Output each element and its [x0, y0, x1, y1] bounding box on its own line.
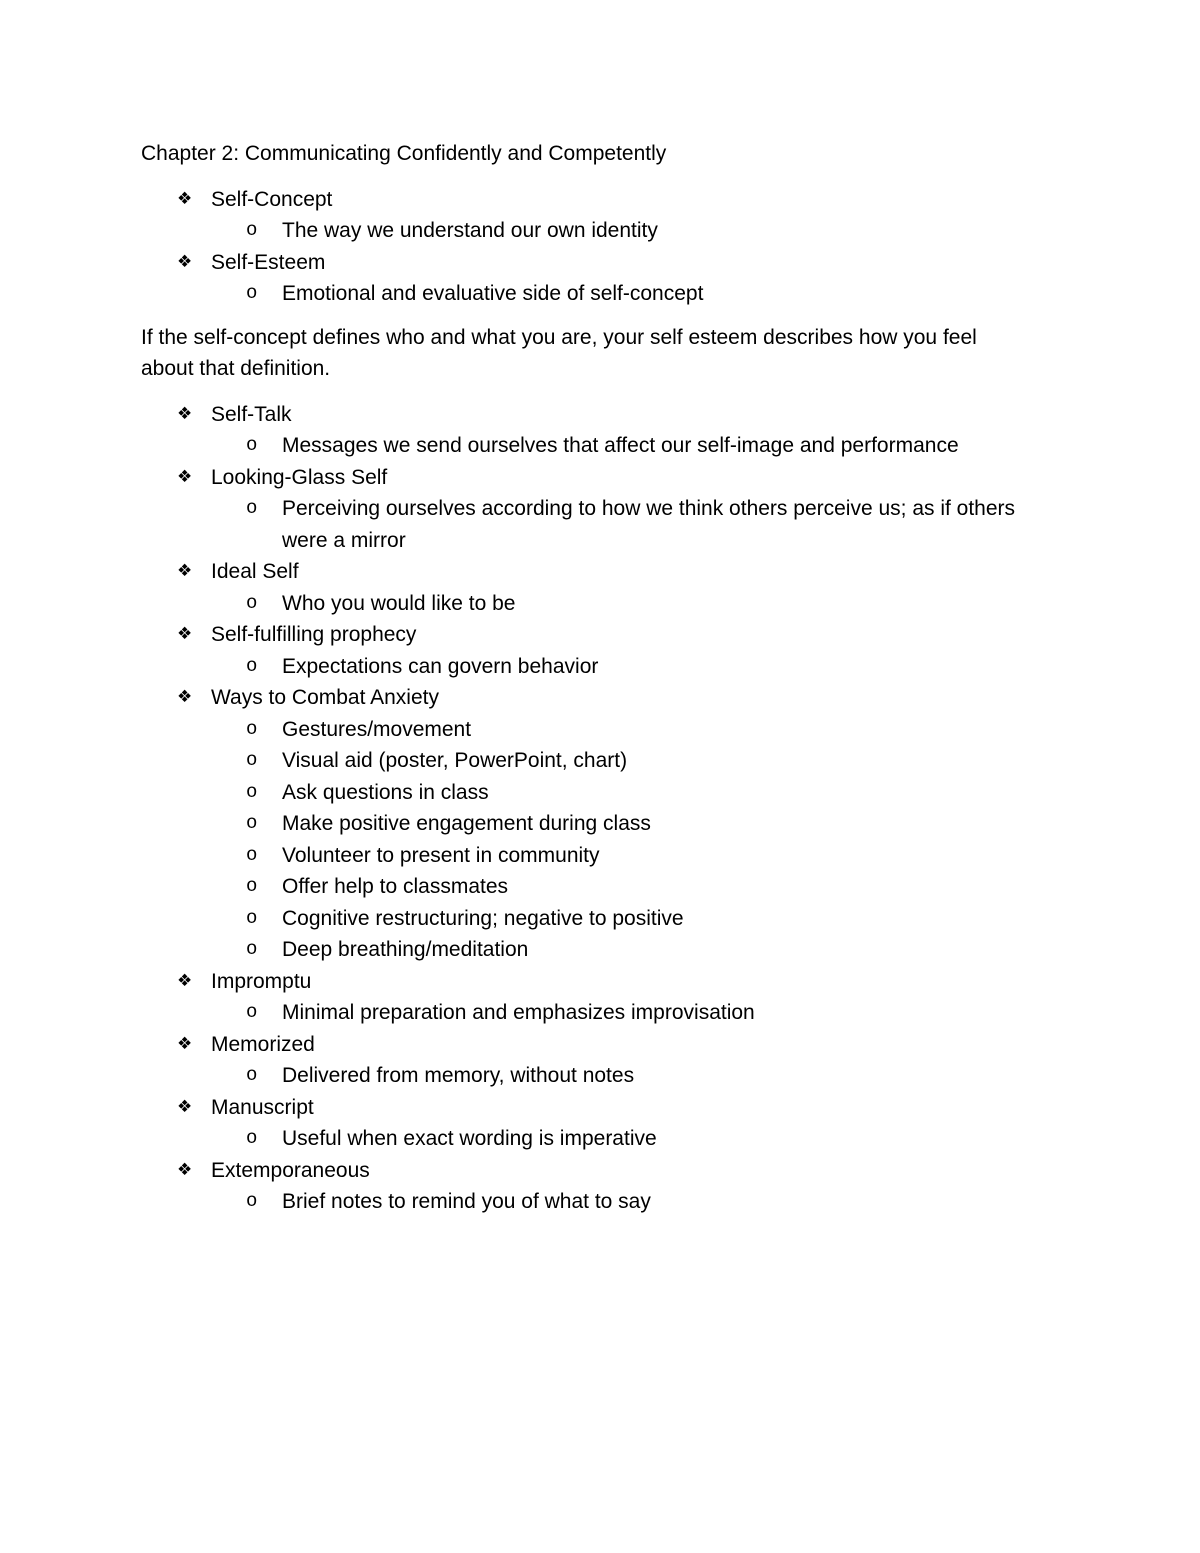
- circle-bullet-icon: o: [246, 906, 258, 929]
- diamond-bullet-icon: ❖: [177, 1159, 193, 1180]
- term-definitions: [211, 215, 1041, 247]
- document-content: [141, 138, 1041, 1218]
- circle-bullet-icon: o: [246, 812, 258, 834]
- diamond-bullet-icon: ❖: [177, 403, 193, 424]
- term-definitions: [211, 430, 1041, 462]
- definition-text: Offer help to classmates: [282, 875, 509, 898]
- term-definitions: [211, 714, 1041, 966]
- term-label: Looking-Glass Self: [211, 465, 388, 489]
- diamond-bullet-icon: ❖: [177, 687, 193, 707]
- circle-bullet-icon: o: [246, 843, 258, 866]
- definition-text: The way we understand our own identity: [282, 219, 658, 242]
- term-item: [141, 1092, 1041, 1155]
- term-label: Extemporaneous: [211, 1158, 370, 1182]
- definition-item: [211, 215, 1042, 247]
- term-item: [141, 247, 1041, 310]
- definition-item: [211, 1123, 1042, 1155]
- definition-item: [211, 808, 1042, 840]
- term-label: Memorized: [211, 1032, 315, 1056]
- term-label: Ideal Self: [211, 560, 299, 583]
- term-definitions: [211, 493, 1041, 556]
- definition-text: Who you would like to be: [282, 591, 516, 615]
- definition-item: [211, 1060, 1042, 1092]
- circle-bullet-icon: o: [246, 591, 258, 614]
- term-definitions: [211, 997, 1041, 1029]
- circle-bullet-icon: o: [246, 1001, 258, 1023]
- definition-item: [211, 588, 1042, 620]
- term-definitions: [211, 1186, 1041, 1218]
- diamond-bullet-icon: ❖: [177, 561, 193, 581]
- definition-text: Volunteer to present in community: [282, 843, 600, 867]
- diamond-bullet-icon: ❖: [177, 466, 193, 487]
- definition-item: [211, 651, 1042, 683]
- circle-bullet-icon: o: [246, 219, 258, 241]
- circle-bullet-icon: o: [246, 497, 258, 519]
- definition-text: Gestures/movement: [282, 717, 472, 741]
- definition-item: [211, 1186, 1042, 1218]
- term-item: [141, 966, 1041, 1029]
- circle-bullet-icon: o: [246, 282, 258, 304]
- definition-text: Emotional and evaluative side of self-concept: [282, 282, 704, 305]
- definition-text: Perceiving ourselves according to how we think others perceive us; as if others were a mirror: [282, 497, 1016, 552]
- definition-text: Messages we send ourselves that affect our self-image and performance: [282, 434, 959, 457]
- circle-bullet-icon: o: [246, 434, 258, 456]
- term-label: Self-fulfilling prophecy: [211, 623, 417, 646]
- term-item: [141, 619, 1041, 682]
- circle-bullet-icon: o: [246, 654, 258, 677]
- term-label: Self-Esteem: [211, 250, 326, 274]
- definition-item: [211, 745, 1042, 777]
- definition-text: Visual aid (poster, PowerPoint, chart): [282, 749, 628, 772]
- diamond-bullet-icon: ❖: [177, 251, 193, 272]
- term-item: [141, 556, 1041, 619]
- circle-bullet-icon: o: [246, 1127, 258, 1149]
- definition-item: [211, 777, 1042, 809]
- definition-text: Make positive engagement during class: [282, 812, 651, 835]
- definition-item: [211, 934, 1042, 966]
- definition-item: [211, 871, 1042, 903]
- term-label: Impromptu: [211, 969, 312, 993]
- term-item: [141, 682, 1041, 966]
- term-list-1: [141, 184, 1041, 310]
- definition-item: [211, 493, 1042, 556]
- circle-bullet-icon: o: [246, 780, 258, 803]
- definition-text: Brief notes to remind you of what to say: [282, 1190, 651, 1213]
- term-definitions: [211, 1123, 1041, 1155]
- term-definitions: [211, 588, 1041, 620]
- definition-text: Minimal preparation and emphasizes improvisation: [282, 1001, 755, 1024]
- circle-bullet-icon: o: [246, 938, 258, 960]
- definition-item: [211, 278, 1042, 310]
- definition-text: Cognitive restructuring; negative to positive: [282, 906, 684, 930]
- definition-item: [211, 903, 1042, 935]
- term-label: Ways to Combat Anxiety: [211, 686, 439, 709]
- term-item: [141, 462, 1041, 557]
- term-item: [141, 399, 1041, 462]
- term-list-2: [141, 399, 1041, 1218]
- term-label: Self-Concept: [211, 187, 333, 211]
- term-item: [141, 1029, 1041, 1092]
- circle-bullet-icon: o: [246, 875, 258, 897]
- diamond-bullet-icon: ❖: [177, 188, 193, 209]
- definition-text: Useful when exact wording is imperative: [282, 1127, 657, 1150]
- diamond-bullet-icon: ❖: [177, 624, 193, 644]
- definition-text: Ask questions in class: [282, 780, 489, 804]
- definition-text: Expectations can govern behavior: [282, 654, 599, 678]
- term-definitions: [211, 1060, 1041, 1092]
- term-item: [141, 184, 1041, 247]
- term-definitions: [211, 278, 1041, 310]
- circle-bullet-icon: o: [246, 717, 258, 740]
- definition-item: [211, 430, 1042, 462]
- circle-bullet-icon: o: [246, 749, 258, 771]
- definition-item: [211, 840, 1042, 872]
- circle-bullet-icon: o: [246, 1064, 258, 1086]
- definition-item: [211, 714, 1042, 746]
- definition-item: [211, 997, 1042, 1029]
- definition-text: Deep breathing/meditation: [282, 938, 529, 961]
- term-label: Manuscript: [211, 1095, 314, 1119]
- term-definitions: [211, 651, 1041, 683]
- definition-paragraph: If the self-concept defines who and what you are, your self esteem describes how you feel about that definition.: [141, 325, 977, 380]
- term-label: Self-Talk: [211, 402, 292, 426]
- diamond-bullet-icon: ❖: [177, 1033, 193, 1054]
- diamond-bullet-icon: ❖: [177, 970, 193, 991]
- diamond-bullet-icon: ❖: [177, 1096, 193, 1117]
- definition-text: Delivered from memory, without notes: [282, 1064, 635, 1087]
- term-item: [141, 1155, 1041, 1218]
- chapter-title: Chapter 2: Communicating Confidently and Competently: [141, 142, 667, 165]
- circle-bullet-icon: o: [246, 1190, 258, 1212]
